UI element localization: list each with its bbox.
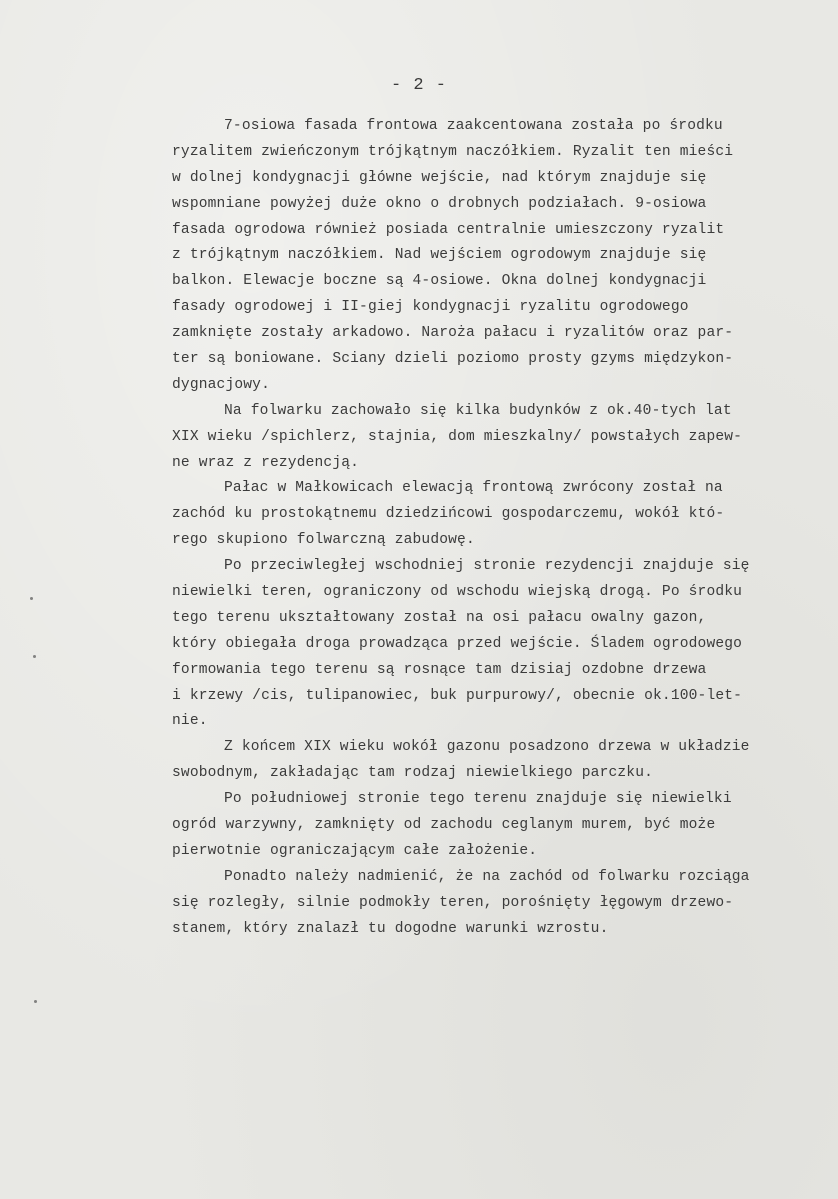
text-line: ter są boniowane. Sciany dzieli poziomo prosty gzyms międzykon-: [172, 351, 734, 368]
text-line: w dolnej kondygnacji główne wejście, nad którym znajduje się: [172, 169, 707, 186]
paragraph-7: [172, 865, 832, 943]
text-line: 7-osiowa fasada frontowa zaakcentowana została po środku: [224, 118, 723, 134]
paper-mark: [33, 655, 36, 658]
text-line: wspomniane powyżej duże okno o drobnych podziałach. 9-osiowa: [172, 195, 707, 212]
text-line: balkon. Elewacje boczne są 4-osiowe. Okna dolnej kondygnacji: [172, 273, 707, 290]
text-line: który obiegała droga prowadząca przed wejście. Śladem ogrodowego: [172, 635, 743, 652]
text-line: z trójkątnym naczółkiem. Nad wejściem ogrodowym znajduje się: [172, 247, 707, 264]
paper-mark: [30, 597, 33, 600]
text-line: formowania tego terenu są rosnące tam dzisiaj ozdobne drzewa: [172, 661, 707, 678]
text-line: zamknięte zostały arkadowo. Naroża pałacu i ryzalitów oraz par-: [172, 325, 734, 342]
page-number: - 2 -: [390, 76, 447, 95]
paragraph-1: [172, 114, 832, 399]
text-line: swobodnym, zakładając tam rodzaj niewielkiego parczku.: [172, 765, 654, 782]
text-line: Po przeciwległej wschodniej stronie rezydencji znajduje się: [224, 558, 750, 575]
text-line: ryzalitem zwieńczonym trójkątnym naczółkiem. Ryzalit ten mieści: [172, 143, 734, 160]
paragraph-2: [172, 399, 832, 477]
text-line: nie.: [172, 713, 208, 730]
paper-mark: [34, 1000, 37, 1003]
document-body: [172, 114, 832, 943]
text-line: stanem, który znalazł tu dogodne warunki wzrostu.: [172, 920, 609, 937]
text-line: Ponadto należy nadmienić, że na zachód od folwarku rozciąga: [224, 868, 750, 885]
text-line: XIX wieku /spichlerz, stajnia, dom mieszkalny/ powstałych zapew-: [172, 428, 743, 445]
paragraph-5: [172, 735, 832, 787]
text-line: tego terenu ukształtowany został na osi pałacu owalny gazon,: [172, 609, 707, 626]
text-line: fasady ogrodowej i II-giej kondygnacji ryzalitu ogrodowego: [172, 299, 689, 316]
text-line: rego skupiono folwarczną zabudowę.: [172, 532, 475, 549]
text-line: fasada ogrodowa również posiada centralnie umieszczony ryzalit: [172, 221, 725, 238]
paragraph-3: [172, 476, 832, 554]
text-line: zachód ku prostokątnemu dziedzińcowi gospodarczemu, wokół któ-: [172, 506, 725, 523]
text-line: ogród warzywny, zamknięty od zachodu ceglanym murem, być może: [172, 817, 716, 834]
text-line: Na folwarku zachowało się kilka budynków z ok.40-tych lat: [224, 402, 732, 419]
paragraph-6: [172, 787, 832, 865]
text-line: Pałac w Małkowicach elewacją frontową zwrócony został na: [224, 480, 723, 497]
text-line: dygnacjowy.: [172, 376, 270, 393]
paragraph-4: [172, 554, 832, 735]
text-line: pierwotnie ograniczającym całe założenie.: [172, 842, 538, 859]
text-line: Po południowej stronie tego terenu znajduje się niewielki: [224, 791, 732, 808]
text-line: Z końcem XIX wieku wokół gazonu posadzono drzewa w układzie: [224, 739, 750, 756]
text-line: i krzewy /cis, tulipanowiec, buk purpurowy/, obecnie ok.100-let-: [172, 687, 743, 704]
text-line: niewielki teren, ograniczony od wschodu wiejską drogą. Po środku: [172, 584, 743, 601]
text-line: ne wraz z rezydencją.: [172, 454, 360, 471]
text-line: się rozległy, silnie podmokły teren, porośnięty łęgowym drzewo-: [172, 894, 734, 911]
